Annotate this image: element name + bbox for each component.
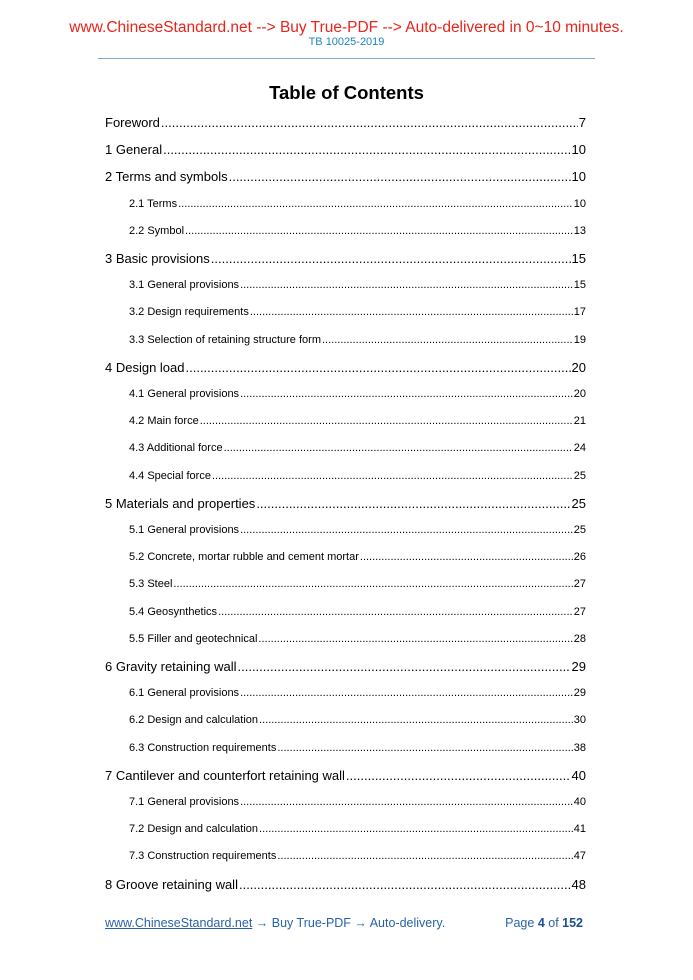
promo-banner[interactable]: www.ChineseStandard.net --> Buy True-PDF --> Auto-delivered in 0~10 minutes. — [69, 19, 624, 36]
toc-entry-page-number: 40 — [573, 796, 586, 808]
toc-entry-page-number: 27 — [573, 578, 586, 590]
toc-entry-title: 4.4 Special force — [129, 470, 211, 482]
toc-entry-title: 6.2 Design and calculation — [129, 714, 259, 726]
toc-entry-page-number: 30 — [573, 714, 586, 726]
toc-entry[interactable] — [105, 113, 586, 133]
toc-entry-page-number: 13 — [573, 225, 586, 237]
toc-entry[interactable] — [105, 657, 586, 677]
toc-dot-leader — [240, 684, 573, 702]
toc-dot-leader — [259, 711, 573, 729]
toc-entry-page-number: 28 — [573, 633, 586, 645]
toc-entry-page-number: 26 — [573, 551, 586, 563]
toc-entry-page-number: 17 — [573, 306, 586, 318]
toc-dot-leader — [185, 222, 573, 240]
toc-entry-page-number: 40 — [571, 768, 586, 783]
footer-promo — [105, 913, 445, 933]
toc-entry[interactable] — [129, 276, 586, 294]
toc-entry-page-number: 10 — [571, 142, 586, 157]
toc-entry-page-number: 15 — [571, 251, 586, 266]
header-divider — [98, 58, 595, 59]
toc-entry-page-number: 21 — [573, 415, 586, 427]
toc-entry-title: 3.3 Selection of retaining structure form — [129, 334, 321, 346]
toc-dot-leader — [240, 385, 573, 403]
toc-entry[interactable] — [129, 575, 586, 593]
footer-website-link[interactable]: www.ChineseStandard.net — [105, 916, 253, 930]
toc-dot-leader — [218, 603, 573, 621]
toc-entry[interactable] — [129, 439, 586, 457]
toc-dot-leader — [240, 521, 573, 539]
toc-entry[interactable] — [129, 820, 586, 838]
toc-dot-leader — [239, 875, 571, 895]
toc-entry-page-number: 38 — [573, 742, 586, 754]
page-indicator — [505, 913, 583, 933]
toc-entry-title: 4.2 Main force — [129, 415, 199, 427]
toc-dot-leader — [258, 630, 572, 648]
toc-dot-leader — [224, 439, 573, 457]
toc-entry-title: 4.3 Additional force — [129, 442, 223, 454]
toc-dot-leader — [211, 249, 571, 269]
toc-entry-page-number: 29 — [573, 687, 586, 699]
page-footer — [105, 913, 583, 933]
total-page-count: 152 — [562, 916, 583, 930]
toc-entry-title: 5 Materials and properties — [105, 496, 256, 511]
toc-dot-leader — [186, 358, 571, 378]
toc-entry[interactable] — [129, 303, 586, 321]
toc-entry[interactable] — [105, 494, 586, 514]
toc-entry[interactable] — [129, 467, 586, 485]
toc-entry-title: 3.1 General provisions — [129, 279, 240, 291]
toc-entry[interactable] — [129, 331, 586, 349]
toc-entry-title: 6 Gravity retaining wall — [105, 659, 237, 674]
toc-dot-leader — [163, 140, 570, 160]
toc-entry-page-number: 29 — [571, 659, 586, 674]
toc-entry[interactable] — [129, 711, 586, 729]
toc-entry-title: 6.1 General provisions — [129, 687, 240, 699]
toc-entry-title: Foreword — [105, 115, 160, 130]
toc-entry[interactable] — [129, 195, 586, 213]
toc-entry[interactable] — [105, 167, 586, 187]
toc-dot-leader — [200, 412, 573, 430]
toc-entry[interactable] — [129, 222, 586, 240]
toc-entry[interactable] — [105, 249, 586, 269]
toc-entry-page-number: 19 — [573, 334, 586, 346]
toc-entry-title: 2.1 Terms — [129, 198, 178, 210]
toc-entry-page-number: 10 — [573, 198, 586, 210]
toc-entry-title: 5.2 Concrete, mortar rubble and cement mortar — [129, 551, 359, 563]
toc-entry-title: 5.1 General provisions — [129, 524, 240, 536]
toc-dot-leader — [240, 276, 573, 294]
toc-entry[interactable] — [105, 766, 586, 786]
page-title: Table of Contents — [269, 82, 424, 103]
toc-dot-leader — [346, 766, 571, 786]
current-page-number: 4 — [537, 916, 545, 930]
toc-entry[interactable] — [129, 630, 586, 648]
toc-dot-leader — [277, 847, 572, 865]
toc-entry[interactable] — [129, 548, 586, 566]
toc-entry[interactable] — [129, 521, 586, 539]
toc-entry-page-number: 20 — [571, 360, 586, 375]
toc-entry-title: 7.3 Construction requirements — [129, 850, 277, 862]
toc-entry-title: 5.3 Steel — [129, 578, 173, 590]
toc-entry-page-number: 25 — [573, 470, 586, 482]
toc-entry-title: 5.4 Geosynthetics — [129, 606, 218, 618]
toc-entry[interactable] — [129, 412, 586, 430]
toc-entry-page-number: 10 — [571, 169, 586, 184]
toc-entry[interactable] — [129, 793, 586, 811]
toc-entry[interactable] — [129, 385, 586, 403]
toc-dot-leader — [259, 820, 573, 838]
toc-entry-page-number: 7 — [578, 115, 586, 130]
toc-entry[interactable] — [129, 847, 586, 865]
toc-entry-page-number: 47 — [573, 850, 586, 862]
toc-entry-title: 7 Cantilever and counterfort retaining wall — [105, 768, 345, 783]
toc-entry-page-number: 15 — [573, 279, 586, 291]
toc-entry-title: 6.3 Construction requirements — [129, 742, 277, 754]
toc-entry-page-number: 27 — [573, 606, 586, 618]
document-code: TB 10025-2019 — [308, 36, 385, 48]
toc-dot-leader — [250, 303, 573, 321]
toc-entry-page-number: 20 — [573, 388, 586, 400]
toc-dot-leader — [322, 331, 573, 349]
page-label: Page — [505, 916, 538, 930]
toc-entry-title: 5.5 Filler and geotechnical — [129, 633, 258, 645]
toc-dot-leader — [161, 113, 578, 133]
toc-entry[interactable] — [105, 358, 586, 378]
toc-entry-title: 7.1 General provisions — [129, 796, 240, 808]
toc-entry[interactable] — [129, 739, 586, 757]
toc-dot-leader — [240, 793, 573, 811]
toc-dot-leader — [238, 657, 571, 677]
toc-dot-leader — [277, 739, 572, 757]
toc-entry[interactable] — [129, 684, 586, 702]
toc-entry-title: 8 Groove retaining wall — [105, 877, 238, 892]
toc-entry-page-number: 48 — [571, 877, 586, 892]
toc-entry-title: 2.2 Symbol — [129, 225, 185, 237]
toc-entry-title: 4.1 General provisions — [129, 388, 240, 400]
toc-entry-title: 4 Design load — [105, 360, 185, 375]
page-of-label: of — [544, 916, 563, 930]
toc-dot-leader — [212, 467, 573, 485]
toc-entry[interactable] — [105, 140, 586, 160]
toc-entry-title: 7.2 Design and calculation — [129, 823, 259, 835]
toc-entry-title: 2 Terms and symbols — [105, 169, 228, 184]
footer-promo-text: → Buy True-PDF → Auto-delivery. — [252, 916, 446, 930]
toc-dot-leader — [229, 167, 571, 187]
toc-entry-page-number: 24 — [573, 442, 586, 454]
toc-entry-page-number: 25 — [573, 524, 586, 536]
toc-entry-title: 3 Basic provisions — [105, 251, 210, 266]
toc-dot-leader — [360, 548, 573, 566]
toc-entry-page-number: 25 — [571, 496, 586, 511]
toc-entry-title: 1 General — [105, 142, 163, 157]
toc-dot-leader — [256, 494, 570, 514]
toc-entry[interactable] — [105, 875, 586, 895]
toc-entry-title: 3.2 Design requirements — [129, 306, 249, 318]
toc-dot-leader — [173, 575, 572, 593]
toc-entry-page-number: 41 — [573, 823, 586, 835]
toc-dot-leader — [178, 195, 573, 213]
toc-entry[interactable] — [129, 603, 586, 621]
